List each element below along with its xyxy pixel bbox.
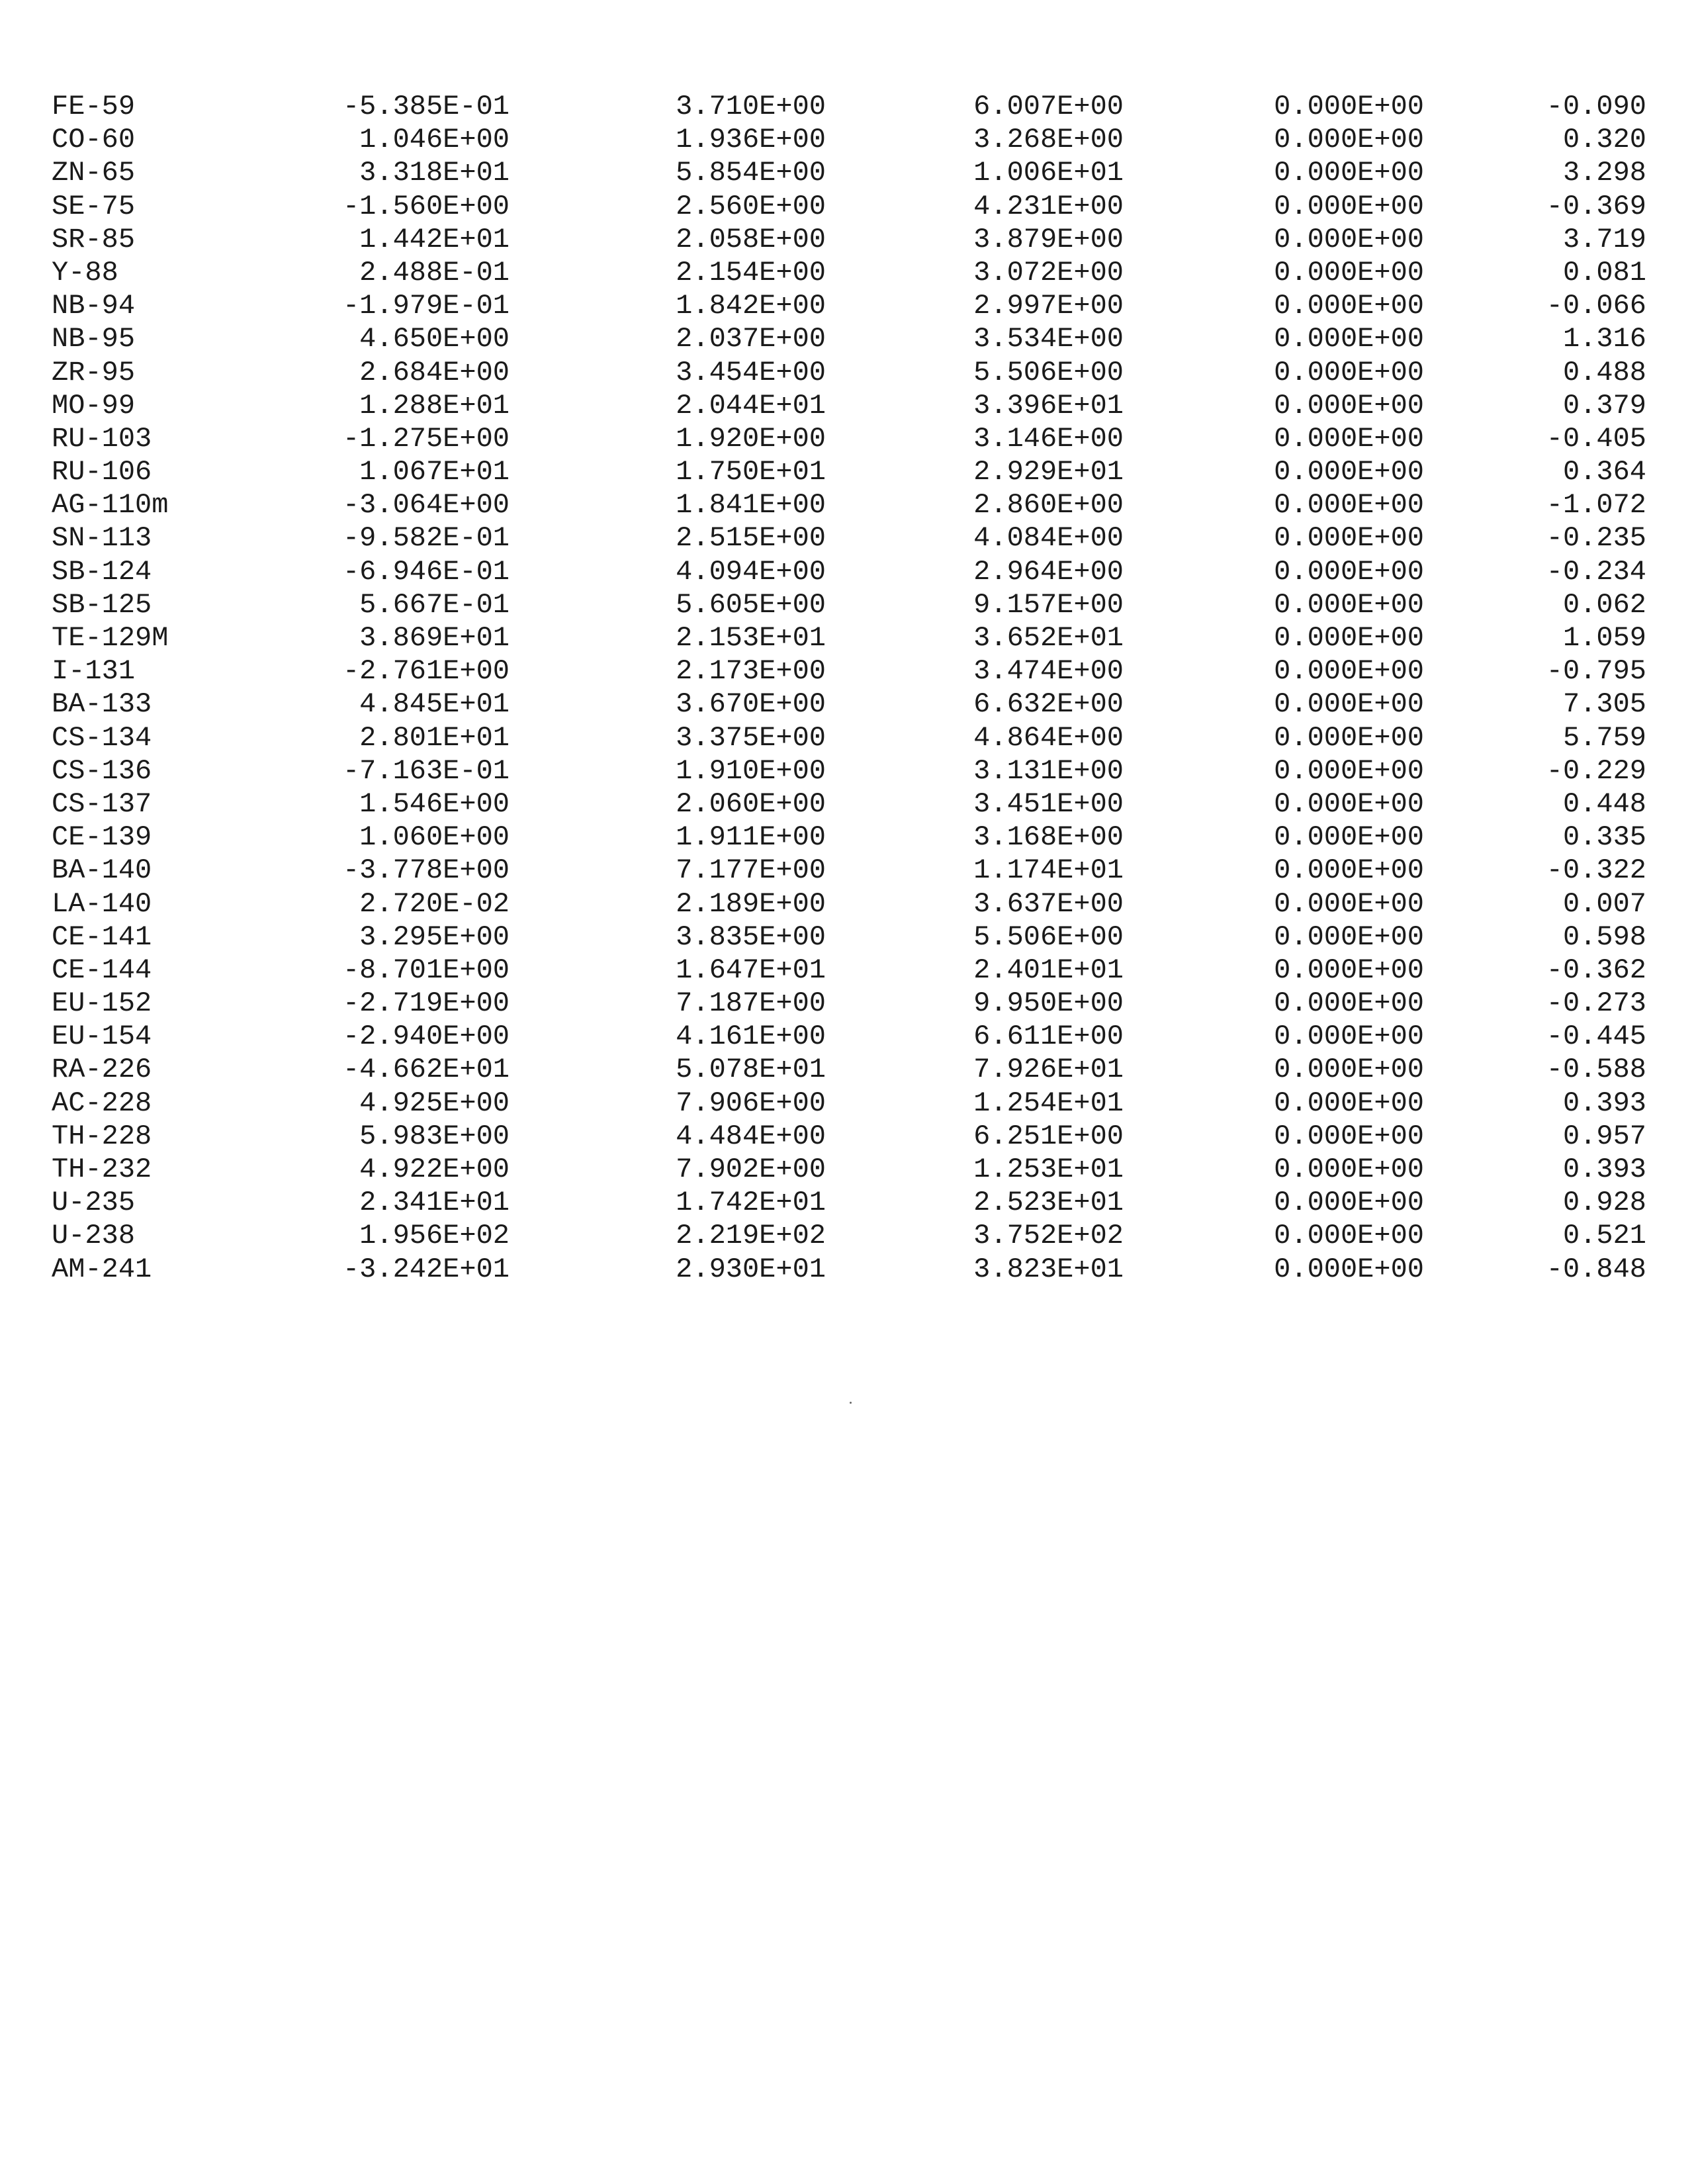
limit-cell: 3.474E+00 xyxy=(973,655,1124,688)
nuclide-cell: ZN-65 xyxy=(52,157,136,189)
nuclide-cell: BA-133 xyxy=(52,688,152,721)
zero-cell: 0.000E+00 xyxy=(1274,921,1424,953)
uncertainty-cell: 4.484E+00 xyxy=(676,1120,826,1152)
ratio-cell: -0.362 xyxy=(1546,954,1646,986)
limit-cell: 3.072E+00 xyxy=(973,256,1124,289)
nuclide-cell: RU-106 xyxy=(52,456,152,488)
nuclide-cell: U-235 xyxy=(52,1187,136,1219)
ratio-cell: 0.007 xyxy=(1562,887,1646,920)
uncertainty-cell: 2.037E+00 xyxy=(676,323,826,355)
value-cell: 2.488E-01 xyxy=(359,256,510,289)
table-row xyxy=(0,555,1694,588)
nuclide-cell: TH-232 xyxy=(52,1154,152,1185)
table-row xyxy=(0,256,1694,289)
limit-cell: 3.823E+01 xyxy=(973,1253,1124,1285)
table-row xyxy=(0,1153,1694,1186)
zero-cell: 0.000E+00 xyxy=(1274,356,1424,388)
limit-cell: 3.146E+00 xyxy=(973,422,1124,455)
table-row xyxy=(0,721,1694,754)
ratio-cell: 5.759 xyxy=(1562,721,1646,754)
ratio-cell: -0.848 xyxy=(1546,1253,1646,1285)
zero-cell: 0.000E+00 xyxy=(1274,157,1424,189)
zero-cell: 0.000E+00 xyxy=(1274,522,1424,555)
uncertainty-cell: 2.173E+00 xyxy=(676,655,826,688)
value-cell: -1.275E+00 xyxy=(342,422,510,455)
limit-cell: 1.254E+01 xyxy=(973,1087,1124,1119)
nuclide-cell: NB-94 xyxy=(52,290,136,322)
nuclide-cell: LA-140 xyxy=(52,887,152,920)
ratio-cell: 0.598 xyxy=(1562,921,1646,953)
table-row xyxy=(0,1219,1694,1252)
zero-cell: 0.000E+00 xyxy=(1274,256,1424,289)
uncertainty-cell: 1.936E+00 xyxy=(676,124,826,156)
zero-cell: 0.000E+00 xyxy=(1274,655,1424,688)
zero-cell: 0.000E+00 xyxy=(1274,489,1424,522)
nuclide-cell: BA-140 xyxy=(52,854,152,887)
ratio-cell: -0.405 xyxy=(1546,422,1646,455)
value-cell: -8.701E+00 xyxy=(342,954,510,986)
nuclide-cell: MO-99 xyxy=(52,389,136,422)
nuclide-cell: CE-144 xyxy=(52,954,152,986)
nuclide-cell: TH-228 xyxy=(52,1120,152,1152)
nuclide-cell: CS-137 xyxy=(52,788,152,820)
table-row xyxy=(0,887,1694,921)
limit-cell: 7.926E+01 xyxy=(973,1054,1124,1086)
uncertainty-cell: 1.742E+01 xyxy=(676,1187,826,1219)
limit-cell: 3.637E+00 xyxy=(973,887,1124,920)
zero-cell: 0.000E+00 xyxy=(1274,821,1424,854)
nuclide-cell: RA-226 xyxy=(52,1054,152,1086)
nuclide-cell: AM-241 xyxy=(52,1253,152,1285)
limit-cell: 2.929E+01 xyxy=(973,456,1124,488)
uncertainty-cell: 4.161E+00 xyxy=(676,1021,826,1053)
uncertainty-cell: 1.911E+00 xyxy=(676,821,826,854)
scan-speck xyxy=(850,1402,852,1404)
zero-cell: 0.000E+00 xyxy=(1274,1154,1424,1185)
limit-cell: 1.174E+01 xyxy=(973,854,1124,887)
zero-cell: 0.000E+00 xyxy=(1274,389,1424,422)
uncertainty-cell: 2.058E+00 xyxy=(676,223,826,255)
table-row xyxy=(0,588,1694,621)
ratio-cell: 1.316 xyxy=(1562,323,1646,355)
nuclide-results-table xyxy=(0,90,1694,1286)
uncertainty-cell: 2.154E+00 xyxy=(676,256,826,289)
ratio-cell: 0.488 xyxy=(1562,356,1646,388)
table-row xyxy=(0,688,1694,721)
nuclide-cell: CE-141 xyxy=(52,921,152,953)
value-cell: 1.546E+00 xyxy=(359,788,510,820)
uncertainty-cell: 5.605E+00 xyxy=(676,588,826,621)
value-cell: 1.046E+00 xyxy=(359,124,510,156)
table-row xyxy=(0,123,1694,156)
nuclide-cell: CO-60 xyxy=(52,124,136,156)
value-cell: 3.869E+01 xyxy=(359,622,510,654)
nuclide-cell: I-131 xyxy=(52,655,136,688)
value-cell: -7.163E-01 xyxy=(342,754,510,787)
limit-cell: 3.451E+00 xyxy=(973,788,1124,820)
zero-cell: 0.000E+00 xyxy=(1274,555,1424,588)
zero-cell: 0.000E+00 xyxy=(1274,754,1424,787)
table-row xyxy=(0,1186,1694,1219)
value-cell: 2.801E+01 xyxy=(359,721,510,754)
limit-cell: 9.950E+00 xyxy=(973,987,1124,1020)
limit-cell: 6.632E+00 xyxy=(973,688,1124,721)
ratio-cell: 0.957 xyxy=(1562,1120,1646,1152)
limit-cell: 5.506E+00 xyxy=(973,356,1124,388)
value-cell: 1.060E+00 xyxy=(359,821,510,854)
zero-cell: 0.000E+00 xyxy=(1274,721,1424,754)
nuclide-cell: SR-85 xyxy=(52,223,136,255)
limit-cell: 1.006E+01 xyxy=(973,157,1124,189)
nuclide-cell: TE-129M xyxy=(52,622,169,654)
zero-cell: 0.000E+00 xyxy=(1274,688,1424,721)
zero-cell: 0.000E+00 xyxy=(1274,1021,1424,1053)
ratio-cell: 0.379 xyxy=(1562,389,1646,422)
zero-cell: 0.000E+00 xyxy=(1274,854,1424,887)
value-cell: -1.979E-01 xyxy=(342,290,510,322)
zero-cell: 0.000E+00 xyxy=(1274,1253,1424,1285)
value-cell: -4.662E+01 xyxy=(342,1054,510,1086)
table-row xyxy=(0,754,1694,788)
value-cell: 1.442E+01 xyxy=(359,223,510,255)
limit-cell: 3.396E+01 xyxy=(973,389,1124,422)
value-cell: 1.288E+01 xyxy=(359,389,510,422)
zero-cell: 0.000E+00 xyxy=(1274,124,1424,156)
uncertainty-cell: 2.044E+01 xyxy=(676,389,826,422)
ratio-cell: -0.445 xyxy=(1546,1021,1646,1053)
uncertainty-cell: 5.854E+00 xyxy=(676,157,826,189)
value-cell: -1.560E+00 xyxy=(342,190,510,222)
zero-cell: 0.000E+00 xyxy=(1274,954,1424,986)
value-cell: 3.318E+01 xyxy=(359,157,510,189)
table-row xyxy=(0,156,1694,189)
ratio-cell: 0.393 xyxy=(1562,1087,1646,1119)
ratio-cell: 0.448 xyxy=(1562,788,1646,820)
zero-cell: 0.000E+00 xyxy=(1274,622,1424,654)
table-row xyxy=(0,90,1694,123)
limit-cell: 2.997E+00 xyxy=(973,290,1124,322)
table-row xyxy=(0,655,1694,688)
ratio-cell: 0.364 xyxy=(1562,456,1646,488)
table-row xyxy=(0,854,1694,887)
table-row xyxy=(0,1120,1694,1153)
table-row xyxy=(0,1253,1694,1286)
ratio-cell: 0.062 xyxy=(1562,588,1646,621)
zero-cell: 0.000E+00 xyxy=(1274,1187,1424,1219)
uncertainty-cell: 1.841E+00 xyxy=(676,489,826,522)
zero-cell: 0.000E+00 xyxy=(1274,422,1424,455)
value-cell: -3.242E+01 xyxy=(342,1253,510,1285)
nuclide-cell: AG-110m xyxy=(52,489,169,522)
nuclide-cell: EU-152 xyxy=(52,987,152,1020)
ratio-cell: -0.795 xyxy=(1546,655,1646,688)
value-cell: 4.845E+01 xyxy=(359,688,510,721)
limit-cell: 3.268E+00 xyxy=(973,124,1124,156)
ratio-cell: -0.234 xyxy=(1546,555,1646,588)
table-row xyxy=(0,987,1694,1020)
uncertainty-cell: 2.189E+00 xyxy=(676,887,826,920)
uncertainty-cell: 7.187E+00 xyxy=(676,987,826,1020)
value-cell: 5.983E+00 xyxy=(359,1120,510,1152)
uncertainty-cell: 3.454E+00 xyxy=(676,356,826,388)
uncertainty-cell: 2.515E+00 xyxy=(676,522,826,555)
uncertainty-cell: 1.920E+00 xyxy=(676,422,826,455)
value-cell: -5.385E-01 xyxy=(342,91,510,122)
nuclide-cell: CS-134 xyxy=(52,721,152,754)
limit-cell: 3.534E+00 xyxy=(973,323,1124,355)
uncertainty-cell: 2.153E+01 xyxy=(676,622,826,654)
ratio-cell: -0.235 xyxy=(1546,522,1646,555)
ratio-cell: 0.335 xyxy=(1562,821,1646,854)
nuclide-cell: NB-95 xyxy=(52,323,136,355)
ratio-cell: 7.305 xyxy=(1562,688,1646,721)
ratio-cell: -0.229 xyxy=(1546,754,1646,787)
value-cell: 4.650E+00 xyxy=(359,323,510,355)
ratio-cell: -0.273 xyxy=(1546,987,1646,1020)
ratio-cell: -0.588 xyxy=(1546,1054,1646,1086)
table-row xyxy=(0,322,1694,355)
ratio-cell: 1.059 xyxy=(1562,622,1646,654)
value-cell: 3.295E+00 xyxy=(359,921,510,953)
uncertainty-cell: 1.842E+00 xyxy=(676,290,826,322)
limit-cell: 2.401E+01 xyxy=(973,954,1124,986)
table-row xyxy=(0,1087,1694,1120)
nuclide-cell: SB-124 xyxy=(52,555,152,588)
table-row xyxy=(0,522,1694,555)
uncertainty-cell: 1.750E+01 xyxy=(676,456,826,488)
ratio-cell: 0.928 xyxy=(1562,1187,1646,1219)
table-row xyxy=(0,223,1694,256)
table-row xyxy=(0,921,1694,954)
value-cell: 2.684E+00 xyxy=(359,356,510,388)
uncertainty-cell: 3.710E+00 xyxy=(676,91,826,122)
limit-cell: 3.131E+00 xyxy=(973,754,1124,787)
zero-cell: 0.000E+00 xyxy=(1274,788,1424,820)
uncertainty-cell: 3.670E+00 xyxy=(676,688,826,721)
zero-cell: 0.000E+00 xyxy=(1274,887,1424,920)
ratio-cell: -0.369 xyxy=(1546,190,1646,222)
ratio-cell: 0.393 xyxy=(1562,1154,1646,1185)
nuclide-cell: SB-125 xyxy=(52,588,152,621)
value-cell: -3.778E+00 xyxy=(342,854,510,887)
ratio-cell: -0.090 xyxy=(1546,91,1646,122)
nuclide-cell: CE-139 xyxy=(52,821,152,854)
table-row xyxy=(0,488,1694,522)
uncertainty-cell: 5.078E+01 xyxy=(676,1054,826,1086)
zero-cell: 0.000E+00 xyxy=(1274,223,1424,255)
nuclide-cell: CS-136 xyxy=(52,754,152,787)
value-cell: 2.720E-02 xyxy=(359,887,510,920)
zero-cell: 0.000E+00 xyxy=(1274,456,1424,488)
table-row xyxy=(0,621,1694,655)
table-row xyxy=(0,954,1694,987)
value-cell: 2.341E+01 xyxy=(359,1187,510,1219)
value-cell: -2.761E+00 xyxy=(342,655,510,688)
limit-cell: 2.964E+00 xyxy=(973,555,1124,588)
nuclide-cell: SE-75 xyxy=(52,190,136,222)
value-cell: -6.946E-01 xyxy=(342,555,510,588)
table-row xyxy=(0,289,1694,322)
zero-cell: 0.000E+00 xyxy=(1274,1054,1424,1086)
uncertainty-cell: 7.177E+00 xyxy=(676,854,826,887)
uncertainty-cell: 1.910E+00 xyxy=(676,754,826,787)
uncertainty-cell: 3.375E+00 xyxy=(676,721,826,754)
value-cell: 5.667E-01 xyxy=(359,588,510,621)
limit-cell: 3.652E+01 xyxy=(973,622,1124,654)
limit-cell: 4.864E+00 xyxy=(973,721,1124,754)
uncertainty-cell: 3.835E+00 xyxy=(676,921,826,953)
value-cell: 1.956E+02 xyxy=(359,1220,510,1252)
uncertainty-cell: 7.902E+00 xyxy=(676,1154,826,1185)
ratio-cell: -1.072 xyxy=(1546,489,1646,522)
nuclide-cell: Y-88 xyxy=(52,256,118,289)
ratio-cell: 0.081 xyxy=(1562,256,1646,289)
limit-cell: 6.251E+00 xyxy=(973,1120,1124,1152)
zero-cell: 0.000E+00 xyxy=(1274,290,1424,322)
zero-cell: 0.000E+00 xyxy=(1274,190,1424,222)
limit-cell: 1.253E+01 xyxy=(973,1154,1124,1185)
nuclide-cell: SN-113 xyxy=(52,522,152,555)
uncertainty-cell: 2.560E+00 xyxy=(676,190,826,222)
nuclide-cell: FE-59 xyxy=(52,91,136,122)
ratio-cell: 3.298 xyxy=(1562,157,1646,189)
table-row xyxy=(0,389,1694,422)
zero-cell: 0.000E+00 xyxy=(1274,588,1424,621)
table-row xyxy=(0,190,1694,223)
limit-cell: 3.168E+00 xyxy=(973,821,1124,854)
ratio-cell: -0.322 xyxy=(1546,854,1646,887)
zero-cell: 0.000E+00 xyxy=(1274,1120,1424,1152)
limit-cell: 6.611E+00 xyxy=(973,1021,1124,1053)
uncertainty-cell: 1.647E+01 xyxy=(676,954,826,986)
limit-cell: 9.157E+00 xyxy=(973,588,1124,621)
limit-cell: 2.860E+00 xyxy=(973,489,1124,522)
limit-cell: 3.879E+00 xyxy=(973,223,1124,255)
nuclide-cell: AC-228 xyxy=(52,1087,152,1119)
zero-cell: 0.000E+00 xyxy=(1274,91,1424,122)
value-cell: 4.922E+00 xyxy=(359,1154,510,1185)
table-row xyxy=(0,788,1694,821)
value-cell: -9.582E-01 xyxy=(342,522,510,555)
value-cell: -3.064E+00 xyxy=(342,489,510,522)
nuclide-cell: EU-154 xyxy=(52,1021,152,1053)
limit-cell: 5.506E+00 xyxy=(973,921,1124,953)
table-row xyxy=(0,1020,1694,1053)
table-row xyxy=(0,821,1694,854)
zero-cell: 0.000E+00 xyxy=(1274,1220,1424,1252)
uncertainty-cell: 2.060E+00 xyxy=(676,788,826,820)
zero-cell: 0.000E+00 xyxy=(1274,323,1424,355)
limit-cell: 4.084E+00 xyxy=(973,522,1124,555)
limit-cell: 2.523E+01 xyxy=(973,1187,1124,1219)
nuclide-cell: U-238 xyxy=(52,1220,136,1252)
value-cell: -2.940E+00 xyxy=(342,1021,510,1053)
value-cell: 4.925E+00 xyxy=(359,1087,510,1119)
limit-cell: 3.752E+02 xyxy=(973,1220,1124,1252)
limit-cell: 4.231E+00 xyxy=(973,190,1124,222)
ratio-cell: -0.066 xyxy=(1546,290,1646,322)
zero-cell: 0.000E+00 xyxy=(1274,1087,1424,1119)
uncertainty-cell: 4.094E+00 xyxy=(676,555,826,588)
table-row xyxy=(0,1053,1694,1086)
ratio-cell: 0.320 xyxy=(1562,124,1646,156)
value-cell: -2.719E+00 xyxy=(342,987,510,1020)
uncertainty-cell: 2.930E+01 xyxy=(676,1253,826,1285)
table-row xyxy=(0,422,1694,455)
table-row xyxy=(0,356,1694,389)
value-cell: 1.067E+01 xyxy=(359,456,510,488)
nuclide-cell: ZR-95 xyxy=(52,356,136,388)
ratio-cell: 0.521 xyxy=(1562,1220,1646,1252)
table-row xyxy=(0,455,1694,488)
zero-cell: 0.000E+00 xyxy=(1274,987,1424,1020)
nuclide-cell: RU-103 xyxy=(52,422,152,455)
ratio-cell: 3.719 xyxy=(1562,223,1646,255)
uncertainty-cell: 2.219E+02 xyxy=(676,1220,826,1252)
limit-cell: 6.007E+00 xyxy=(973,91,1124,122)
uncertainty-cell: 7.906E+00 xyxy=(676,1087,826,1119)
